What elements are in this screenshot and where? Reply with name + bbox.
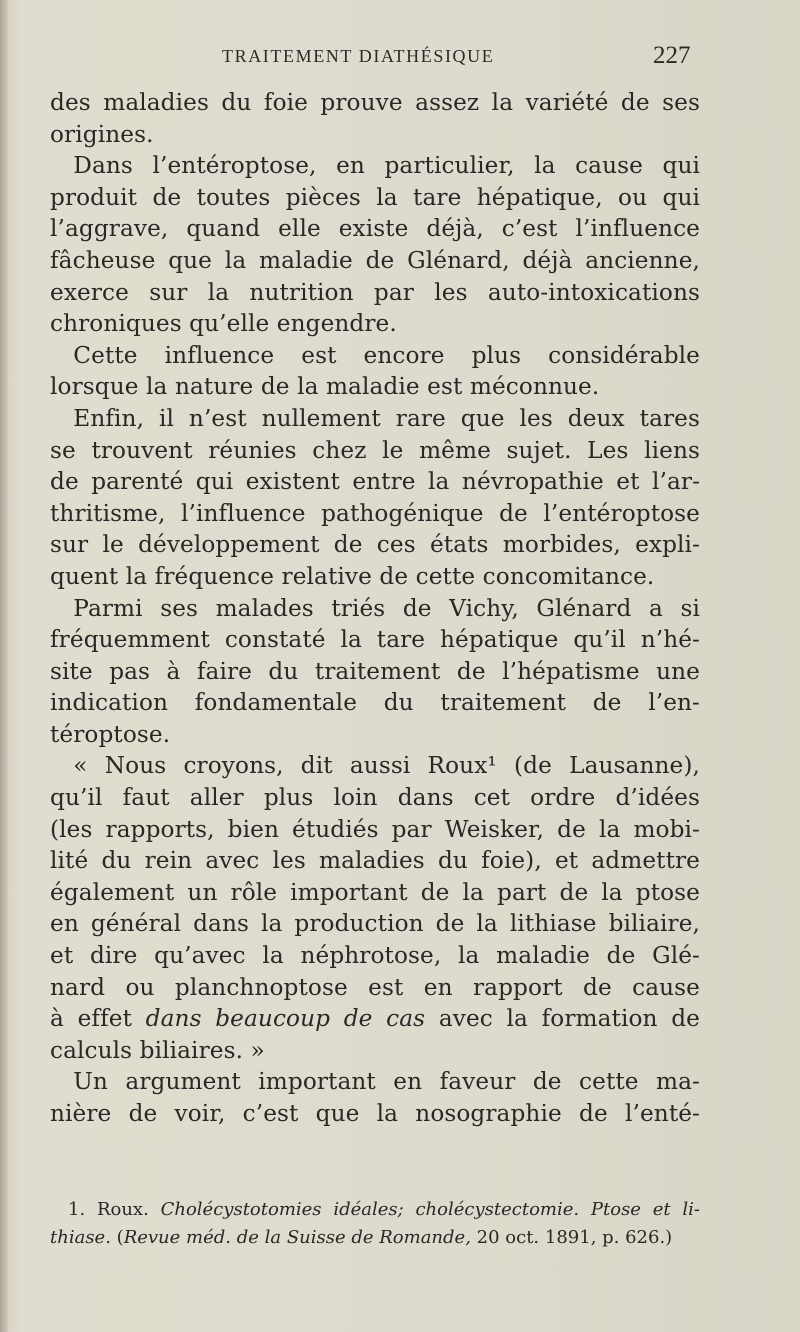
text-line: Cette influence est encore plus considérable (50, 341, 700, 369)
text-line: quent la fréquence relative de cette concomitance. (50, 562, 655, 590)
text-line: nard ou planchnoptose est en rapport de cause (50, 973, 700, 1001)
footnote-line: 1. Roux. Cholécystotomies idéales; cholécystectomie. Ptose et li- (50, 1199, 700, 1220)
text-line: calculs biliaires. » (50, 1036, 265, 1064)
text-line: en général dans la production de la lithiase biliaire, (50, 910, 700, 938)
running-title: TRAITEMENT DIATHÉSIQUE (222, 46, 495, 66)
text-line: lité du rein avec les maladies du foie), et admettre (50, 847, 700, 875)
text-line: l’aggrave, quand elle existe déjà, c’est l’influence (50, 215, 700, 243)
text-line: thritisme, l’influence pathogénique de l’entéroptose (50, 499, 700, 527)
page-number: 227 (653, 42, 691, 69)
text-line: téroptose. (50, 720, 171, 748)
text-line: « Nous croyons, dit aussi Roux¹ (de Lausanne), (50, 752, 700, 780)
text-line: de parenté qui existent entre la névropathie et l’ar- (50, 468, 700, 496)
text-line: Un argument important en faveur de cette ma- (50, 1068, 700, 1096)
text-line: Parmi ses malades triés de Vichy, Glénard a si (50, 594, 700, 622)
text-line: se trouvent réunies chez le même sujet. Les liens (50, 436, 700, 464)
text-line: lorsque la nature de la maladie est méconnue. (50, 373, 600, 401)
page-header (0, 42, 800, 74)
text-line: fréquemment constaté la tare hépatique qu’il n’hé- (50, 626, 700, 654)
text-line: (les rapports, bien étudiés par Weisker, de la mobi- (50, 815, 700, 843)
text-line: origines. (50, 120, 154, 148)
text-line: Enfin, il n’est nullement rare que les deux tares (50, 404, 700, 432)
text-line: également un rôle important de la part de la ptose (50, 878, 700, 906)
text-line: indication fondamentale du traitement de l’en- (50, 689, 700, 717)
text-line: et dire qu’avec la néphrotose, la maladie de Glé- (50, 942, 700, 970)
page-binding-edge (0, 0, 8, 1332)
footnote-line: thiase. (Revue méd. de la Suisse de Romande, 20 oct. 1891, p. 626.) (50, 1227, 673, 1248)
text-line: Dans l’entéroptose, en particulier, la cause qui (50, 152, 700, 180)
text-line: chroniques qu’elle engendre. (50, 310, 397, 338)
text-line: fâcheuse que la maladie de Glénard, déjà ancienne, (50, 246, 700, 274)
text-line: sur le développement de ces états morbides, expli- (50, 531, 700, 559)
text-line: exerce sur la nutrition par les auto-intoxications (50, 278, 700, 306)
text-line: qu’il faut aller plus loin dans cet ordre d’idées (50, 784, 700, 812)
text-line: nière de voir, c’est que la nosographie de l’enté- (50, 1100, 700, 1127)
footnote-block (50, 1196, 700, 1252)
text-line: à effet dans beaucoup de cas avec la formation de (50, 1005, 701, 1033)
text-line: site pas à faire du traitement de l’hépatisme une (50, 657, 700, 685)
body-text (50, 87, 700, 1130)
text-line: produit de toutes pièces la tare hépatique, ou qui (50, 183, 700, 211)
text-line: des maladies du foie prouve assez la variété de ses (50, 89, 700, 116)
